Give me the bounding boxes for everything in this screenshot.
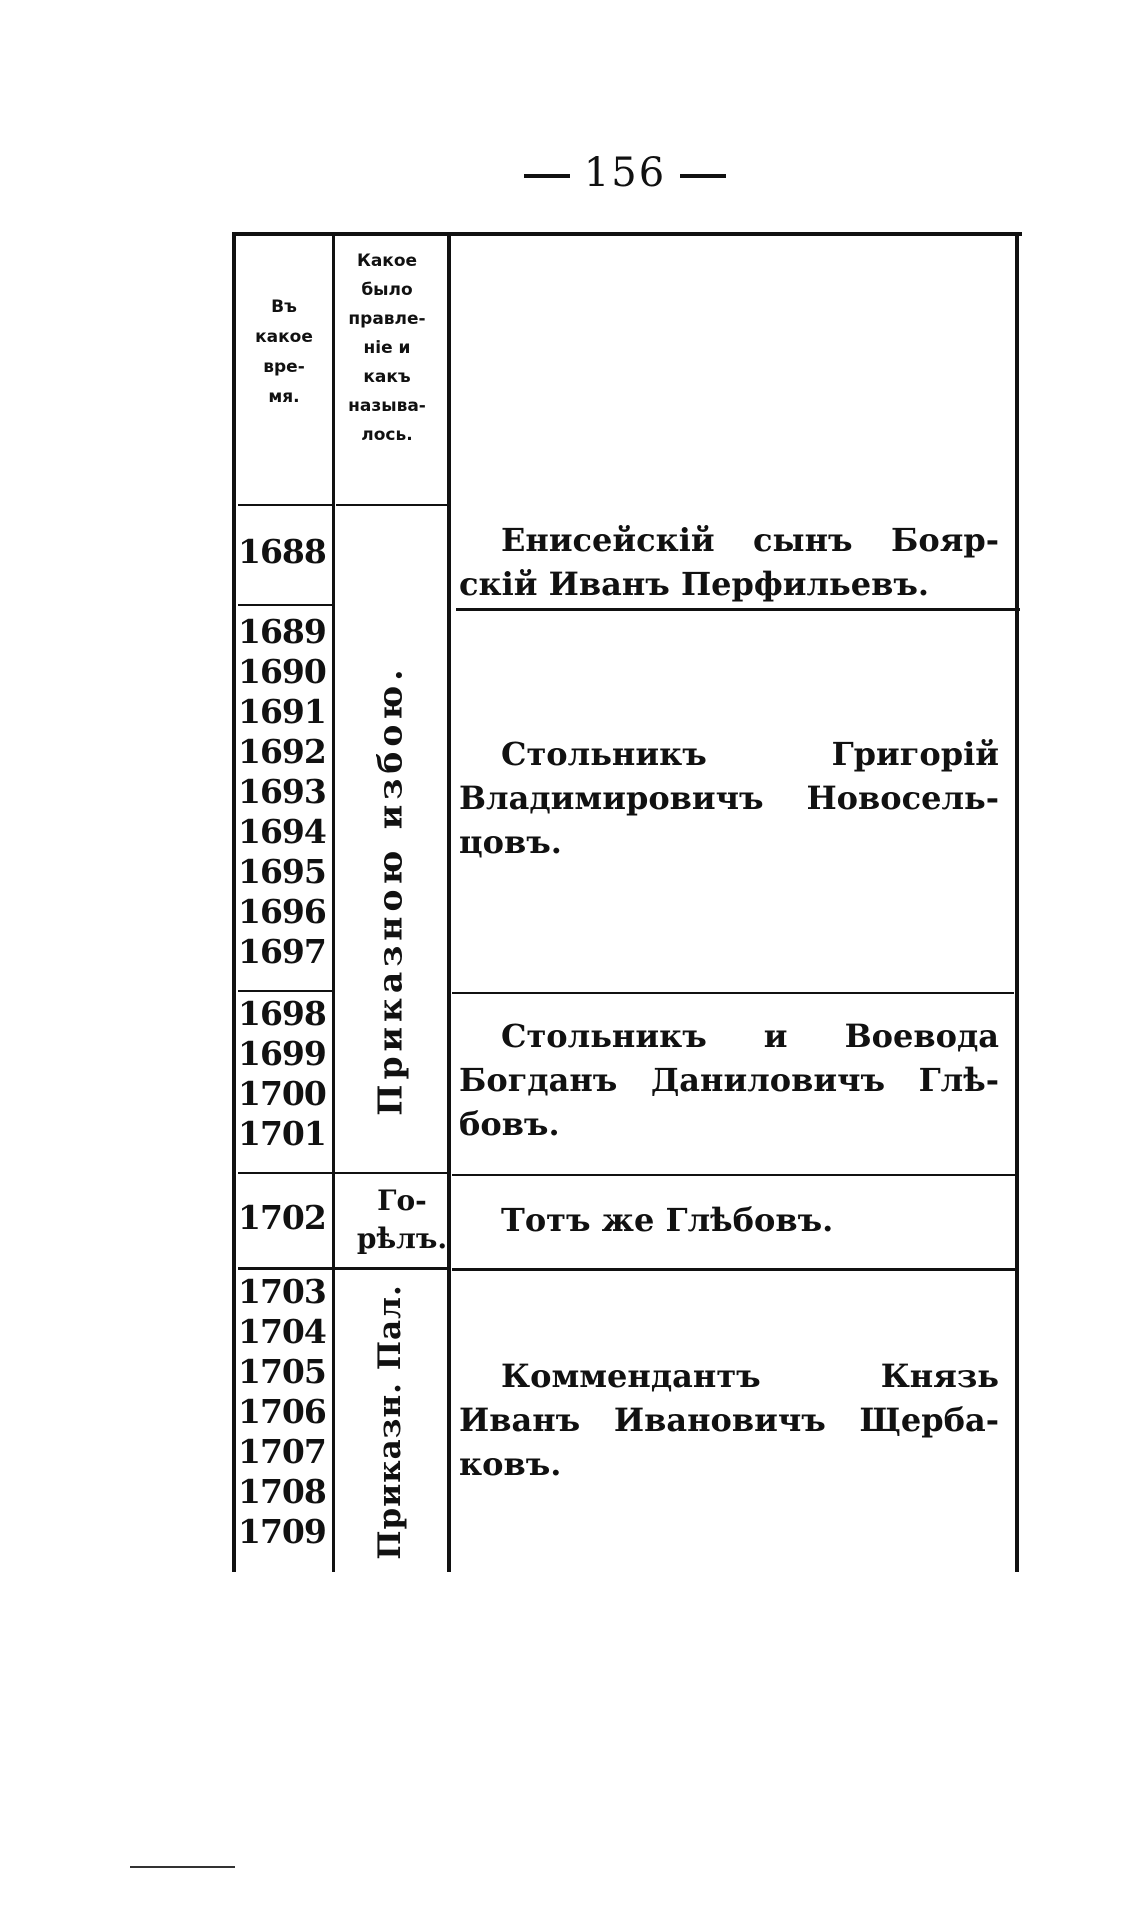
year: 1694 [238,812,326,851]
year: 1697 [238,932,326,971]
year: 1709 [238,1512,326,1551]
entry-line: Коммендантъ Князь [501,1357,999,1395]
year: 1706 [238,1392,326,1431]
entry-1698-1701 [459,1014,999,1146]
years-block-2 [238,612,344,972]
entry-1689-1697 [459,732,999,864]
header-rule-time [238,504,334,506]
row-rule-person-3 [452,1174,1016,1176]
page-number-text: 156 [583,150,667,196]
entry-1702 [459,1198,999,1242]
year: 1698 [238,994,326,1033]
year: 1695 [238,852,326,891]
year: 1707 [238,1432,326,1471]
entry-1688 [459,518,999,606]
government-label-line: Го- [377,1184,427,1217]
year: 1696 [238,892,326,931]
row-rule-person-2 [452,992,1014,994]
entry-line: Владимировичъ Новосель- [459,779,999,817]
year: 1701 [238,1114,326,1153]
footer-rule [130,1866,235,1868]
row-rule-1688 [238,604,334,606]
row-rule-person-1 [456,608,1020,611]
entry-line: Енисейскій сынъ Бояр- [501,521,999,559]
years-block-1 [238,532,344,572]
government-group-2 [342,1182,462,1258]
year: 1699 [238,1034,326,1073]
year: 1692 [238,732,326,771]
entry-1703-1709 [459,1354,999,1486]
government-label-line: рѣлъ. [356,1222,448,1255]
year: 1689 [238,612,326,651]
year: 1704 [238,1312,326,1351]
header-rule-government [336,504,448,506]
entry-line: Иванъ Ивановичъ Щерба- [459,1401,999,1439]
dash-left [524,174,570,178]
year: 1693 [238,772,326,811]
row-rule-1697 [238,990,334,992]
row-rule-1701 [238,1172,448,1174]
left-border [232,232,236,1572]
entry-line: бовъ. [459,1105,560,1143]
year: 1703 [238,1272,326,1311]
entry-line: скій Иванъ Перфильевъ. [459,565,930,603]
entry-line: Тотъ же Глѣбовъ. [501,1201,834,1239]
years-block-4 [238,1198,344,1238]
year: 1688 [238,532,326,571]
government-label-prikazn-pal: Приказн. Пал. [372,1284,408,1560]
chronology-table [226,232,1022,1572]
years-block-3 [238,994,344,1154]
table-top-border [232,232,1022,236]
page-number [500,150,750,196]
row-rule-1702 [238,1267,448,1270]
header-government: Какое было правле- ніе и какъ называ- лось. [348,251,426,445]
year: 1691 [238,692,326,731]
entry-line: Стольникъ Григорій [501,735,999,773]
years-block-5 [238,1272,344,1552]
right-border [1015,232,1019,1572]
entry-line: цовъ. [459,823,562,861]
entry-line: ковъ. [459,1445,562,1483]
year: 1705 [238,1352,326,1391]
dash-right [680,174,726,178]
year: 1690 [238,652,326,691]
government-label-prikaznoyu-izboyu: Приказною избою. [370,664,410,1116]
entry-line: Богданъ Даниловичъ Глѣ- [459,1061,999,1099]
row-rule-person-4 [452,1268,1016,1271]
header-time: Въ какое вре- мя. [255,297,313,407]
year: 1708 [238,1472,326,1511]
year: 1700 [238,1074,326,1113]
year: 1702 [238,1198,326,1237]
entry-line: Стольникъ и Воевода [501,1017,999,1055]
